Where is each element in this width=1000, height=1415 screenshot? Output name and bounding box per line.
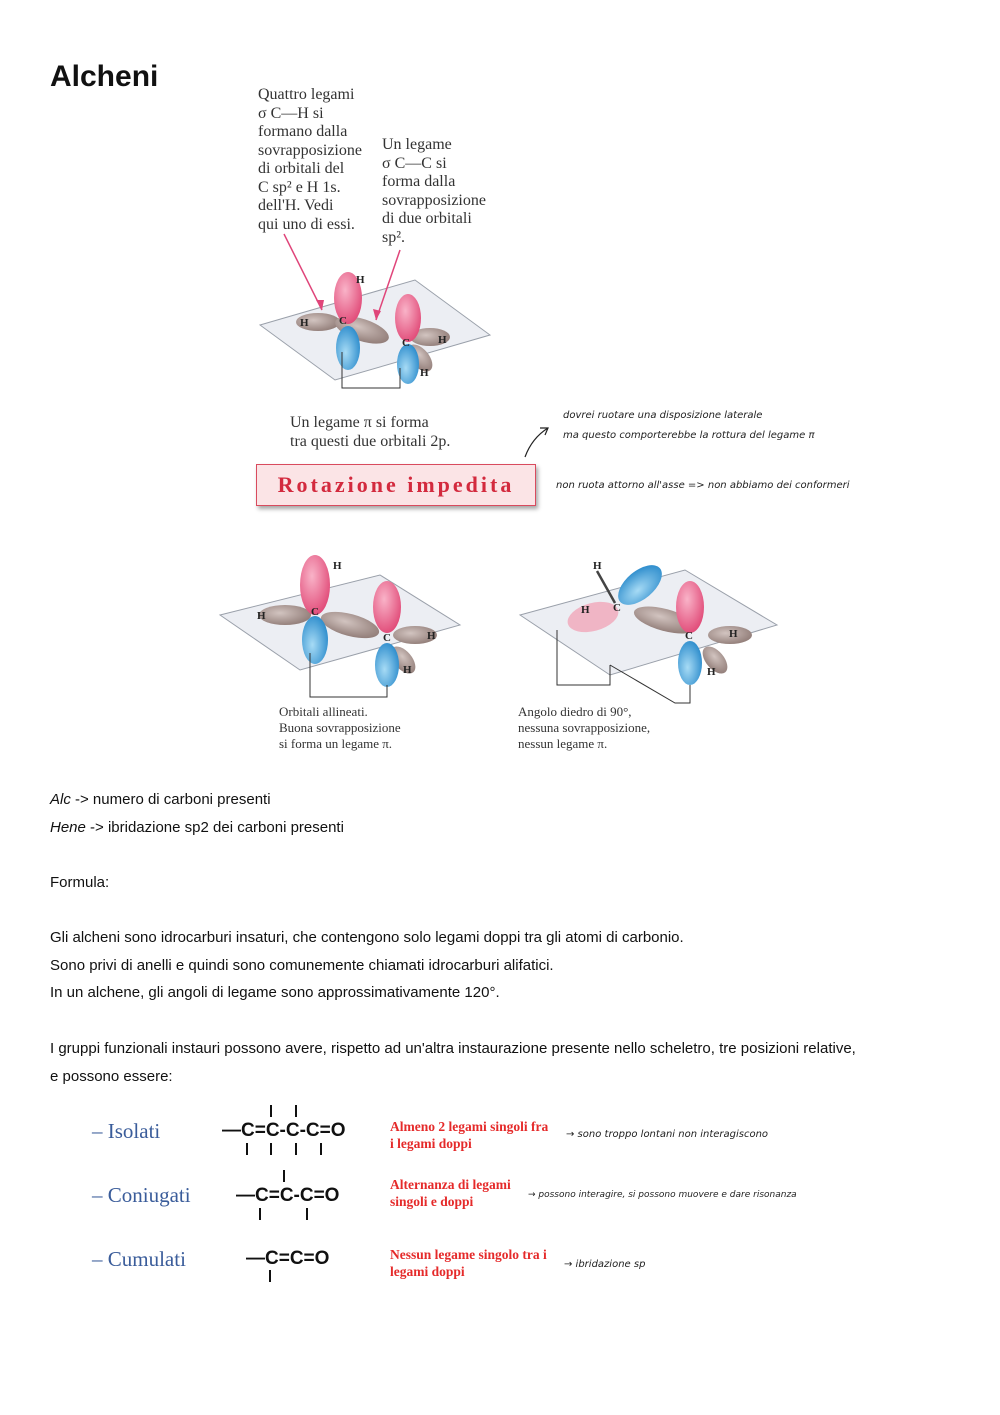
page-title: Alcheni (50, 60, 159, 93)
handwritten-note: non ruota attorno all'asse => non abbiamo dei conformeri (556, 480, 850, 491)
handwritten-note-coniugati: → possono interagire, si possono muovere e dare risonanza (528, 1190, 797, 1200)
atom-h: H (420, 367, 429, 379)
desc-isolati: Almeno 2 legami singoli fra i legami doppi (390, 1119, 549, 1151)
caption-orbitals-90deg: Angolo diedro di 90°, nessuna sovrapposizione, nessun legame π. (518, 704, 651, 751)
formula-isolati-bonds (222, 1103, 352, 1161)
orbitals-aligned-diagram (215, 545, 475, 705)
caption-pi-bond: Un legame π si forma tra questi due orbitali 2p. (290, 414, 451, 450)
orbitals-90deg-diagram (515, 545, 785, 705)
formula-cumulati: —C=C=O (246, 1248, 330, 1269)
definition-alc: Alc -> numero di carboni presenti (50, 791, 271, 808)
handwritten-arrow-icon (522, 424, 552, 460)
desc-cumulati: Nessun legame singolo tra i legami doppi (390, 1247, 547, 1279)
formula-label: Formula: (50, 874, 110, 891)
definition-hene: Hene -> ibridazione sp2 dei carboni presenti (50, 818, 344, 836)
svg-text:C: C (685, 630, 693, 642)
formula-coniugati-bonds (236, 1168, 346, 1226)
svg-text:C: C (613, 602, 621, 614)
svg-text:C: C (383, 632, 391, 644)
svg-text:H: H (257, 610, 266, 622)
atom-c: C (339, 315, 347, 327)
svg-text:H: H (333, 560, 342, 572)
p-orbital-bottom-left (336, 326, 360, 370)
caption-orbitals-aligned: Orbitali allineati. Buona sovrapposizione si forma un legame π. (279, 704, 401, 751)
paragraph-groups: I gruppi funzionali instauri possono avere, rispetto ad un'altra instaurazione presente nello scheletro, tre posizioni relative, e possono essere: (50, 1040, 856, 1085)
svg-text:H: H (593, 560, 602, 572)
atom-h: H (356, 274, 365, 286)
handwritten-note-isolati: → sono troppo lontani non interagiscono (566, 1129, 769, 1140)
handwritten-note-cumulati: → ibridazione sp (564, 1259, 646, 1270)
formula-coniugati: —C=C-C=O (236, 1185, 340, 1206)
group-name-cumulati: – Cumulati (92, 1247, 186, 1271)
svg-text:H: H (581, 604, 590, 616)
handwritten-note: dovrei ruotare una disposizione laterale (563, 410, 763, 421)
desc-coniugati: Alternanza di legami singoli e doppi (390, 1177, 511, 1209)
group-name-coniugati: – Coniugati (92, 1183, 191, 1207)
rotation-label: Rotazione impedita (256, 464, 536, 506)
svg-text:H: H (729, 628, 738, 640)
caption-sigma-ch: Quattro legami σ C—H si formano dalla sovrapposizione di orbitali del C sp² e H 1s. dell'H. Vedi qui uno di essi. (258, 86, 362, 233)
atom-c: C (402, 337, 410, 349)
svg-text:H: H (427, 630, 436, 642)
svg-text:H: H (403, 664, 412, 676)
atom-h: H (300, 317, 309, 329)
definitions (50, 786, 950, 841)
atom-h: H (438, 334, 447, 346)
svg-text:C: C (311, 606, 319, 618)
caption-sigma-cc: Un legame σ C—C si forma dalla sovrapposizione di due orbitali sp². (382, 136, 486, 246)
svg-text:H: H (707, 666, 716, 678)
caption-arrows (280, 228, 420, 328)
formula-isolati: —C=C-C-C=O (222, 1120, 346, 1141)
paragraph-alkenes: Gli alcheni sono idrocarburi insaturi, che contengono solo legami doppi tra gli atomi di carbonio. Sono privi di anelli e quindi sono comunemente chiamati idrocarburi alifatici. In un alchene, gli angoli di legame sono approssimativamente 120°. (50, 929, 684, 1001)
group-name-isolati: – Isolati (92, 1119, 161, 1143)
formula-cumulati-bonds (246, 1236, 336, 1286)
handwritten-note: ma questo comporterebbe la rottura del legame π (563, 430, 815, 441)
